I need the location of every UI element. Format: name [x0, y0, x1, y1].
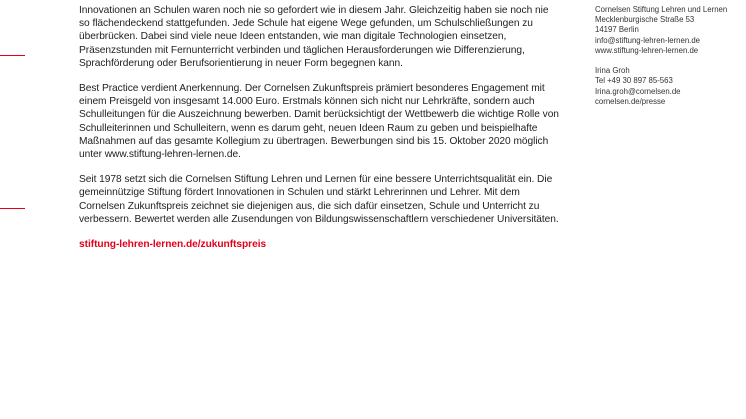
- city-address: 14197 Berlin: [595, 25, 639, 35]
- contact-sidebar: [595, 5, 735, 117]
- margin-fold-mark: [0, 208, 25, 209]
- contact-person-email[interactable]: Irina.groh@cornelsen.de: [595, 86, 681, 96]
- margin-fold-mark: [0, 55, 25, 56]
- contact-person-name: Irina Groh: [595, 66, 630, 76]
- press-release-body: [79, 4, 559, 263]
- press-contact: [595, 66, 735, 107]
- contact-phone: Tel +49 30 897 85-563: [595, 76, 673, 86]
- street-address: Mecklenburgische Straße 53: [595, 15, 695, 25]
- organization-website[interactable]: www.stiftung-lehren-lernen.de: [595, 45, 699, 55]
- link-line: [79, 238, 559, 251]
- press-website[interactable]: cornelsen.de/presse: [595, 96, 666, 106]
- organization-address: [595, 5, 735, 56]
- paragraph-foundation: Seit 1978 setzt sich die Cornelsen Stiftung Lehren und Lernen für eine bessere Unterrichtsqualität ein. Die gemeinnützige Stiftung fördert Innovationen in Schulen und stärkt Lehrerinnen und Lehrer. Mit dem Cornelsen Zukunftspreis zeichnet sie diejenigen aus, die sich dafür einsetzen, Schule und Unterricht zu verbessern. Bewertet werden alle Zusendungen von Bildungswissenschaftlern verschiedener Universitäten.: [79, 174, 559, 225]
- zukunftspreis-link[interactable]: stiftung-lehren-lernen.de/zukunftspreis: [79, 239, 267, 251]
- paragraph-best-practice: Best Practice verdient Anerkennung. Der Cornelsen Zukunftspreis prämiert besonderes Engagement mit einem Preisgeld von insgesamt 14.000 Euro. Erstmals können sich nicht nur Lehrkräfte, sondern auch Schulleitungen für die Auszeichnung bewerben. Damit berücksichtigt der Wettbewerb die wichtige Rolle von Schulleiterinnen und Schulleitern, wenn es darum geht, neuen Ideen Raum zu geben und beispielhafte Maßnahmen auf das gesamte Kollegium zu übertragen. Bewerbungen sind bis 15. Oktober 2020 möglich unter www.stiftung-lehren-lernen.de.: [79, 83, 559, 161]
- organization-name: Cornelsen Stiftung Lehren und Lernen: [595, 5, 728, 14]
- paragraph-innovation: Innovationen an Schulen waren noch nie so gefordert wie in diesem Jahr. Gleichzeitig haben sie noch nie so flächendeckend stattgefunden. Jede Schule hat eigene Wege gefunden, um Schulschließungen zu überbrücken. Dabei sind viele neue Ideen entstanden, wie man digitale Technologien einsetzen, Präsenzstunden mit Fernunterricht verbinden und täglichen Herausforderungen wie Differenzierung, Sprachförderung oder Berufsorientierung in neuer Form begegnen kann.: [79, 5, 549, 69]
- organization-email[interactable]: info@stiftung-lehren-lernen.de: [595, 35, 701, 45]
